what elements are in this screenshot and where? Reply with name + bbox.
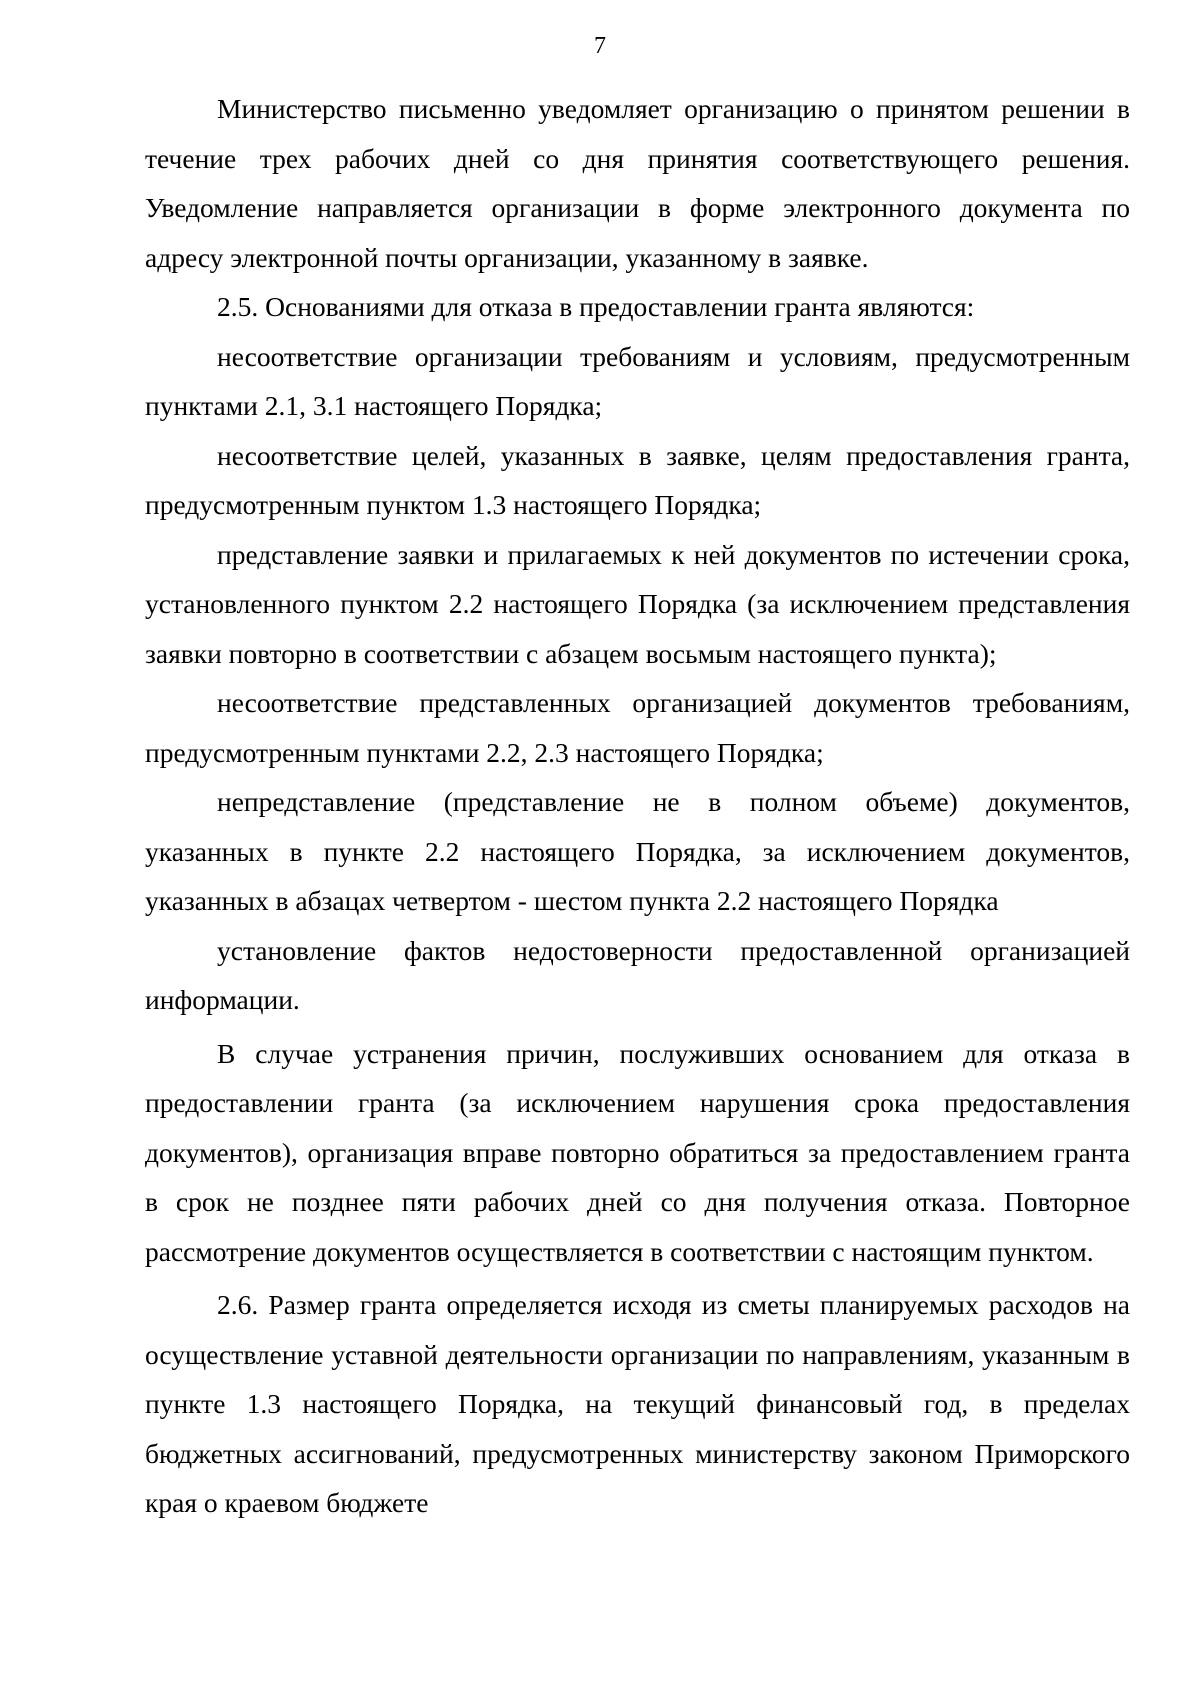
paragraph-refusal-ground-5: непредставление (представление не в полном объеме) документов, указанных в пункте 2.2 настоящего Порядка, за исключением документов, указанных в абзацах четвертом - шестом пункта 2.2 настоящего Порядка bbox=[145, 786, 1130, 916]
paragraph-section-2-6: 2.6. Размер гранта определяется исходя из сметы планируемых расходов на осуществление уставной деятельности организации по направлениям, указанным в пункте 1.3 настоящего Порядка, на текущий финансовый год, в пределах бюджетных ассигнований, предусмотренных министерству законом Приморского края о краевом бюджете bbox=[145, 1289, 1130, 1518]
paragraph-refusal-ground-6: установление фактов недостоверности предоставленной организацией информации. bbox=[145, 934, 1130, 1015]
document-body bbox=[145, 84, 1130, 1528]
paragraph-section-2-5: 2.5. Основаниями для отказа в предоставлении гранта являются: bbox=[217, 291, 975, 322]
paragraph-refusal-ground-2: несоответствие целей, указанных в заявке, целям предоставления гранта, предусмотренным пунктом 1.3 настоящего Порядка; bbox=[145, 439, 1130, 520]
paragraph-refusal-ground-1: несоответствие организации требованиям и условиям, предусмотренным пунктами 2.1, 3.1 настоящего Порядка; bbox=[145, 340, 1130, 421]
page-number: 7 bbox=[594, 33, 606, 59]
paragraph-refusal-ground-4: несоответствие представленных организацией документов требованиям, предусмотренным пунктами 2.2, 2.3 настоящего Порядка; bbox=[145, 687, 1130, 768]
paragraph-notification: Министерство письменно уведомляет организацию о принятом решении в течение трех рабочих дней со дня принятия соответствующего решения. Уведомление направляется организации в форме электронного документа по адресу электронной почты организации, указанному в заявке. bbox=[145, 93, 1130, 273]
paragraph-refusal-ground-3: представление заявки и прилагаемых к ней документов по истечении срока, установленного пунктом 2.2 настоящего Порядка (за исключением представления заявки повторно в соответствии с абзацем восьмым настоящего пункта); bbox=[145, 538, 1130, 669]
paragraph-reapplication: В случае устранения причин, послуживших основанием для отказа в предоставлении гранта (за исключением нарушения срока предоставления документов), организация вправе повторно обратиться за предоставлением гранта в срок не позднее пяти рабочих дней со дня получения отказа. Повторное рассмотрение документов осуществляется в соответствии с настоящим пунктом. bbox=[145, 1037, 1130, 1267]
